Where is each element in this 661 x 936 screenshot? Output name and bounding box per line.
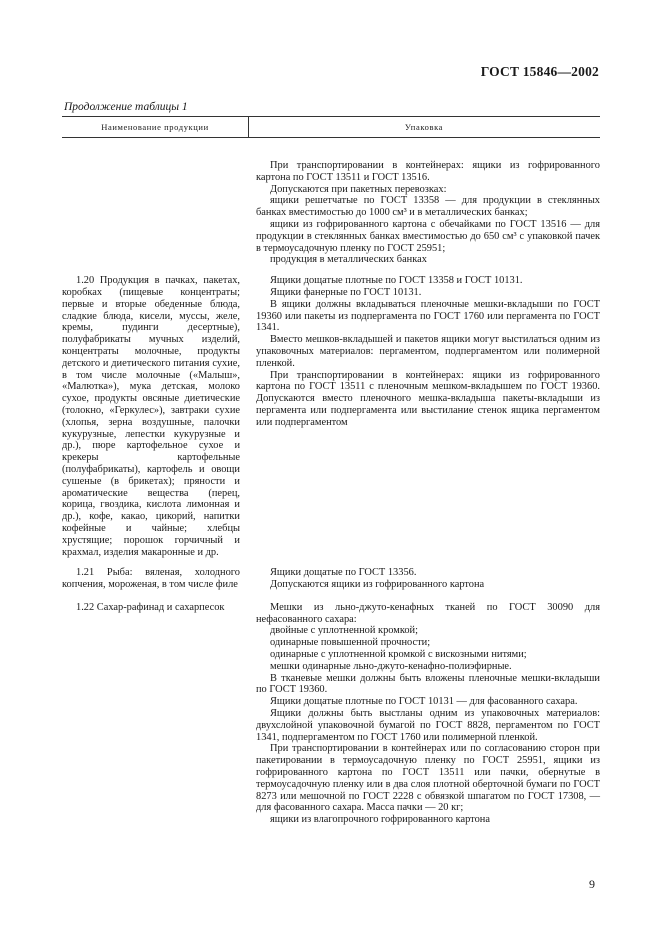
product-cell (62, 160, 248, 266)
column-header-product: Наименование продукции (101, 122, 209, 132)
table-continuation-caption: Продолжение таблицы 1 (64, 101, 188, 113)
packaging-paragraph: одинарные повышенной прочности; (270, 637, 431, 649)
product-cell (62, 567, 248, 591)
packaging-paragraph: двойные с уплотненной кромкой; (270, 625, 419, 637)
column-header-packaging: Упаковка (404, 122, 444, 132)
packaging-paragraph: мешки одинарные льно-джуто-кенафно-полиэфирные. (270, 660, 512, 672)
product-cell (62, 602, 248, 826)
packaging-paragraph: В тканевые мешки должны быть вложены пленочные мешки-вкладыши по ГОСТ 19360. (256, 672, 600, 696)
table-header-rule (62, 137, 600, 138)
packaging-paragraph: При транспортировании в контейнерах: ящики из гофрированного картона по ГОСТ 13511 и ГОСТ 13516. (256, 160, 600, 183)
table-row (62, 567, 600, 591)
packaging-paragraph: продукция в металлических банках (270, 254, 427, 266)
packaging-paragraph: одинарные с уплотненной кромкой с вискозными нитями; (270, 649, 527, 661)
packaging-paragraph: ящики из гофрированного картона с обечайками по ГОСТ 13516 — для продукции в стеклянных банках вместимостью до 650 см³ с упаковкой пачек в термоусадочную пленку по ГОСТ 25951; (256, 218, 600, 254)
table-row (62, 160, 600, 266)
product-cell (62, 275, 248, 558)
packaging-paragraph: Вместо мешков-вкладышей и пакетов ящики могут выстилаться одним из упаковочных материалов: пергаментом, подпергаментом или полимерной пленкой. (256, 334, 600, 369)
table-row (62, 275, 600, 558)
table-row (62, 602, 600, 826)
packaging-paragraph: ящики из влагопрочного гофрированного картона (270, 814, 490, 826)
packaging-paragraph: Допускаются ящики из гофрированного картона (270, 579, 485, 591)
packaging-paragraph: Ящики дощатые по ГОСТ 13356. (270, 567, 417, 579)
header-column-divider (248, 117, 249, 137)
packaging-paragraph: В ящики должны вкладываться пленочные мешки-вкладыши по ГОСТ 19360 или пакеты из подпергамента по ГОСТ 1760 или пергамента по ГОСТ 1341. (256, 298, 600, 334)
packaging-paragraph: Ящики дощатые плотные по ГОСТ 10131 — для фасованного сахара. (270, 696, 578, 708)
packaging-cell (248, 567, 600, 591)
packaging-cell (248, 602, 600, 826)
product-name: 1.22 Сахар-рафинад и сахарпесок (76, 601, 225, 613)
packaging-paragraph: ящики решетчатые по ГОСТ 13358 — для продукции в стеклянных банках вместимостью до 1000 см³ и в металлических банках; (256, 195, 600, 219)
packaging-paragraph: Мешки из льно-джуто-кенафных тканей по ГОСТ 30090 для нефасованного сахара: (256, 601, 600, 625)
packaging-paragraph: Ящики должны быть выстланы одним из упаковочных материалов: двухслойной упаковочной бумагой по ГОСТ 8828, пергаментом по ГОСТ 1341, подпергаментом по ГОСТ 1760 или полимерной пленкой. (256, 708, 600, 743)
document-code: ГОСТ 15846—2002 (480, 64, 599, 79)
packaging-table (62, 116, 600, 826)
packaging-paragraph: Ящики фанерные по ГОСТ 10131. (270, 286, 422, 298)
packaging-cell (248, 160, 600, 266)
page-number: 9 (589, 877, 595, 891)
packaging-paragraph: При транспортировании в контейнерах или по согласованию сторон при пакетировании в термоусадочную пленку по ГОСТ 25951, ящики из гофрированного картона по ГОСТ 13511 или пачки, обернутые в термоусадочную пленку или в два слоя плотной оберточной бумаги по ГОСТ 8273 или мешочной по ГОСТ 2228 с обвязкой шпагатом по ГОСТ 17308, — для фасованного сахара. Масса пачки — 20 кг; (256, 743, 600, 814)
product-name: 1.21 Рыба: вяленая, холодного копчения, мороженая, в том числе филе (62, 567, 240, 591)
packaging-cell (248, 275, 600, 558)
packaging-paragraph: Ящики дощатые плотные по ГОСТ 13358 и ГОСТ 10131. (270, 275, 523, 287)
packaging-paragraph: Допускаются при пакетных перевозках: (270, 183, 447, 195)
product-name: 1.20 Продукция в пачках, пакетах, коробках (пищевые концентраты; первые и вторые обеденные блюда, сладкие блюда, кисели, муссы, желе, кремы, пудинги десертные), полуфабрикаты мучных изделий, концентраты молочные, продукты детского и диетического питания сухие, в том числе молочные («Малыш», «Малютка»), мука детская, молоко сухое, продукты овсяные диетические (толокно, «Геркулес»), завтраки сухие (хлопья, зерна воздушные, палочки кукурузные, лепестки кукурузные и др.), пюре картофельное сухое и крекеры картофельные (полуфабрикаты), картофель и овощи сушеные (в брикетах); пряности и ароматические вещества (перец, корица, гвоздика, кислота лимонная и др.), кофе, какао, цикорий, напитки кофейные и чайные; хлебцы хрустящие; порошок горчичный и крахмал, изделия макаронные и др. (62, 275, 240, 558)
table-header (62, 117, 600, 137)
packaging-paragraph: При транспортировании в контейнерах: ящики из гофрированного картона по ГОСТ 13511 с пленочным мешком-вкладышем по ГОСТ 19360. Допускаются вместо пленочного мешка-вкладыша пакеты-вкладыши из пергамента или подпергамента или выстилание стенок ящика пергаментом или подпергаментом (256, 369, 600, 428)
